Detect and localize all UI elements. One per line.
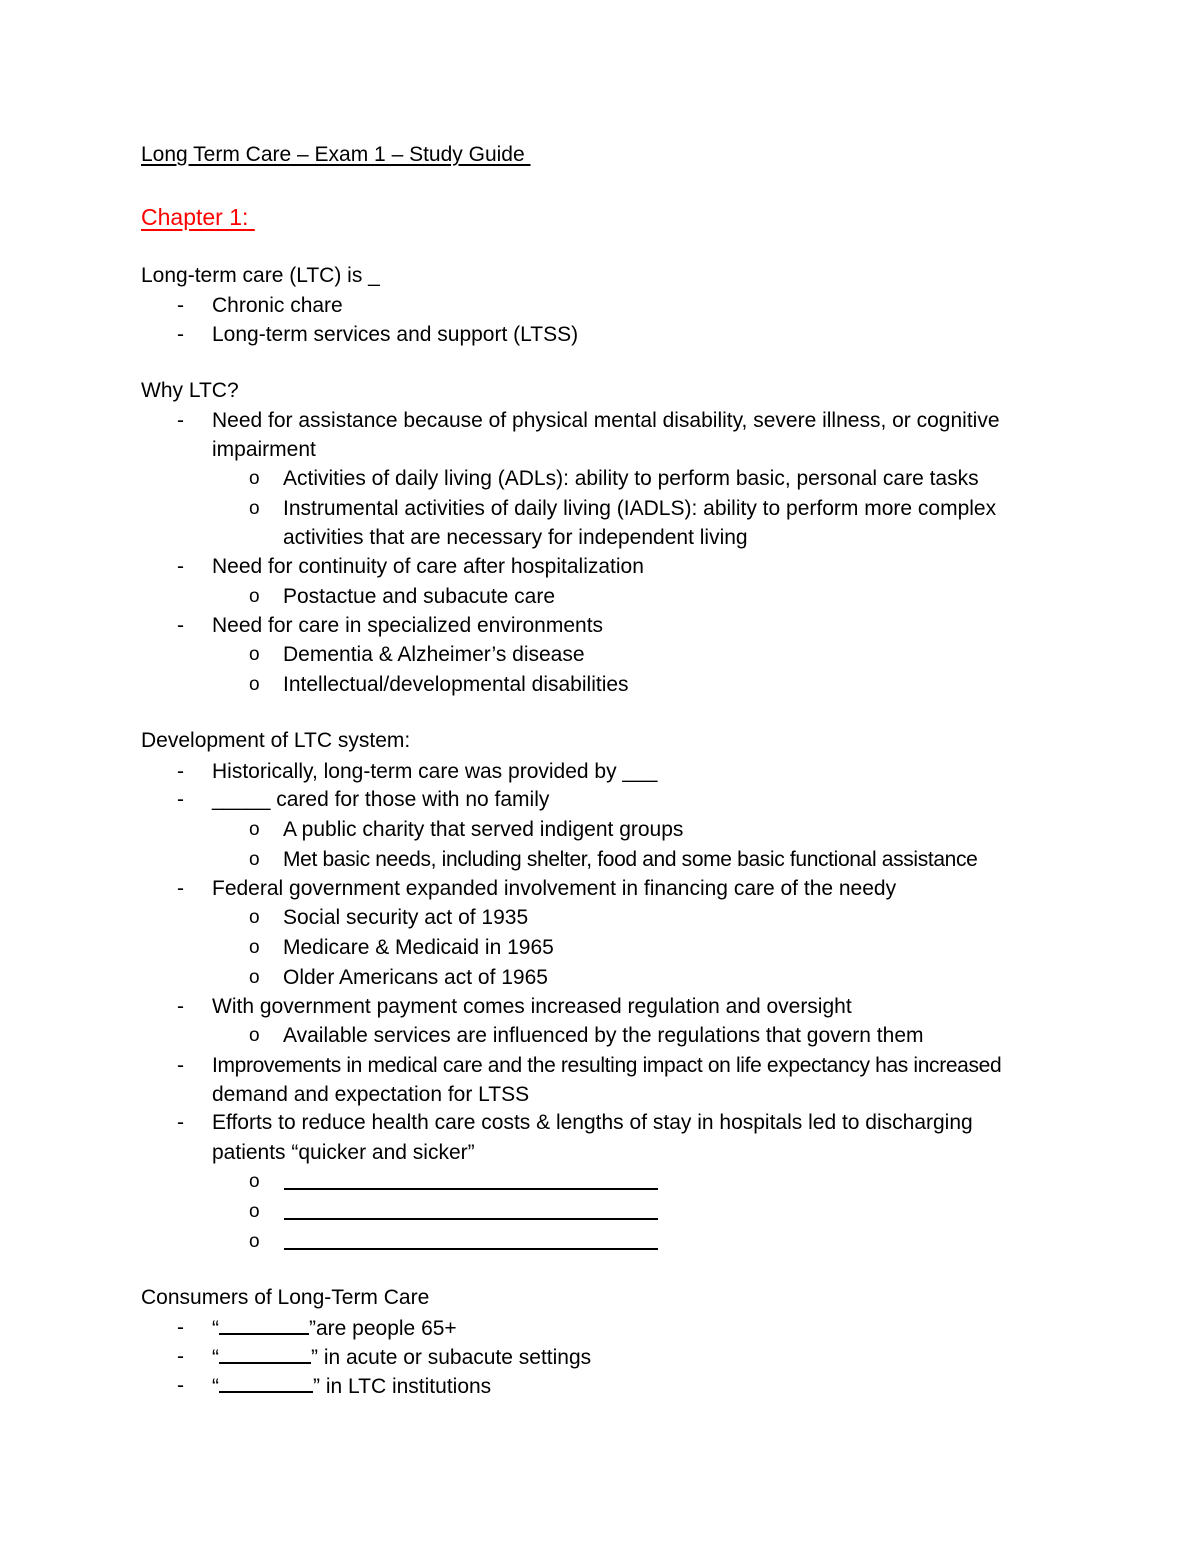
dash-marker: - [177, 1345, 184, 1368]
bullet-marker: o [249, 937, 260, 958]
list-item: - Historically, long-term care was provided by ___ [212, 757, 657, 786]
sub-list-item: o Available services are influenced by the regulations that govern them [283, 1021, 924, 1050]
list-item: - Long-term services and support (LTSS) [212, 320, 578, 349]
sub-list-item: o Instrumental activities of daily living (IADLS): ability to perform more complex [283, 494, 996, 523]
list-item: - “ ” in LTC institutions [212, 1371, 491, 1401]
sub-list-item: o A public charity that served indigent groups [283, 815, 683, 844]
fill-in-blank [219, 1342, 311, 1364]
dash-marker: - [177, 995, 184, 1018]
dash-marker: - [177, 1374, 184, 1397]
list-item: - Need for assistance because of physical mental disability, severe illness, or cognitive [212, 406, 1000, 435]
list-item: - _____ cared for those with no family [212, 785, 549, 814]
sub-list-item: o Older Americans act of 1965 [283, 963, 548, 992]
bullet-marker: o [249, 1201, 260, 1222]
bullet-marker: o [249, 644, 260, 665]
list-item-continuation: demand and expectation for LTSS [212, 1083, 530, 1106]
list-item: - “ ” in acute or subacute settings [212, 1342, 591, 1372]
dash-marker: - [177, 877, 184, 900]
dash-marker: - [177, 614, 184, 637]
bullet-marker: o [249, 967, 260, 988]
fill-in-blank-line [284, 1248, 658, 1250]
list-item: - “ ”are people 65+ [212, 1313, 457, 1343]
sub-list-item: o Dementia & Alzheimer’s disease [283, 640, 585, 669]
section-heading-why-ltc: Why LTC? [141, 379, 239, 402]
bullet-marker: o [249, 586, 260, 607]
sub-list-item: o Activities of daily living (ADLs): ability to perform basic, personal care tasks [283, 464, 979, 493]
list-item: - Need for continuity of care after hospitalization [212, 552, 644, 581]
bullet-marker: o [249, 468, 260, 489]
sub-list-item: o Postactue and subacute care [283, 582, 555, 611]
fill-in-blank [219, 1371, 313, 1393]
list-item: - Need for care in specialized environments [212, 611, 603, 640]
sub-list-item: o Met basic needs, including shelter, food and some basic functional assistance [283, 845, 977, 874]
list-item: - Federal government expanded involvement in financing care of the needy [212, 874, 896, 903]
document-title: Long Term Care – Exam 1 – Study Guide [141, 143, 531, 166]
list-item-continuation: patients “quicker and sicker” [212, 1141, 475, 1164]
bullet-marker: o [249, 498, 260, 519]
section-heading-consumers: Consumers of Long-Term Care [141, 1286, 430, 1309]
dash-marker: - [177, 1054, 184, 1077]
sub-list-item: o Social security act of 1935 [283, 903, 528, 932]
dash-marker: - [177, 760, 184, 783]
dash-marker: - [177, 323, 184, 346]
list-item: - Chronic chare [212, 291, 343, 320]
fill-in-blank-line [284, 1218, 658, 1220]
list-item-continuation: impairment [212, 438, 316, 461]
sub-list-item: o Medicare & Medicaid in 1965 [283, 933, 554, 962]
fill-in-blank-line [284, 1188, 658, 1190]
list-item: - Efforts to reduce health care costs & lengths of stay in hospitals led to discharging [212, 1108, 973, 1137]
sub-list-item: o Intellectual/developmental disabilities [283, 670, 629, 699]
chapter-heading: Chapter 1: [141, 204, 255, 230]
section-heading-development: Development of LTC system: [141, 729, 411, 752]
dash-marker: - [177, 1316, 184, 1339]
bullet-marker: o [249, 1171, 260, 1192]
list-item: - Improvements in medical care and the resulting impact on life expectancy has increased [212, 1051, 1001, 1080]
dash-marker: - [177, 788, 184, 811]
fill-in-blank [219, 1313, 309, 1335]
dash-marker: - [177, 409, 184, 432]
sub-list-item-continuation: activities that are necessary for independent living [283, 526, 748, 549]
bullet-marker: o [249, 849, 260, 870]
dash-marker: - [177, 294, 184, 317]
bullet-marker: o [249, 1025, 260, 1046]
dash-marker: - [177, 1111, 184, 1134]
dash-marker: - [177, 555, 184, 578]
list-item: - With government payment comes increased regulation and oversight [212, 992, 852, 1021]
section-heading-ltc-definition: Long-term care (LTC) is _ [141, 264, 380, 287]
bullet-marker: o [249, 819, 260, 840]
bullet-marker: o [249, 1231, 260, 1252]
bullet-marker: o [249, 674, 260, 695]
bullet-marker: o [249, 907, 260, 928]
